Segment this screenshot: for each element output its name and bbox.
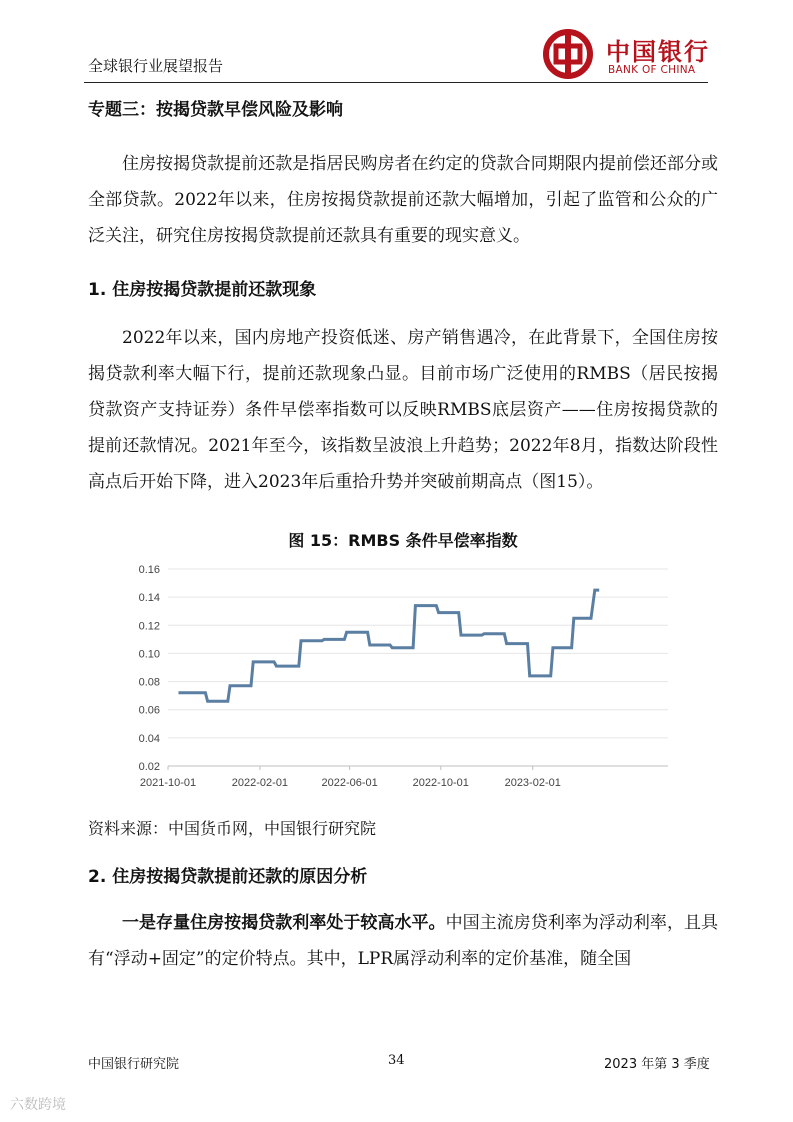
x-tick-label: 2021-10-01 <box>139 777 197 789</box>
bank-logo-en: BANK OF CHINA <box>608 64 696 76</box>
subsection-1-heading: 1. 住房按揭贷款提前还款现象 <box>88 280 317 300</box>
figure-title: 图 15：RMBS 条件早偿率指数 <box>288 531 518 550</box>
y-tick-label: 0.04 <box>138 732 160 745</box>
subsection-1-paragraph: 2022年以来，国内房地产投资低迷、房产销售遇冷，在此背景下，全国住房按揭贷款利率大幅下行，提前还款现象凸显。目前市场广泛使用的RMBS（居民按揭贷款资产支持证券）条件早偿率指数可以反映RMBS底层资产——住房按揭贷款的提前还款情况。2021年至今，该指数呈波浪上升趋势；2022年8月，指数达阶段性高点后开始下降，进入2023年后重拾升势并突破前期高点（图15）。 <box>88 328 718 492</box>
subsection-2-text: 中国主流房贷利率为浮动利率，且具有“浮动+固定”的定价特点。其中，LPR属浮动利率的定价基准，随全国 <box>88 913 719 969</box>
section-heading: 专题三：按揭贷款早偿风险及影响 <box>88 100 343 120</box>
footer-period: 2023 年第 3 季度 <box>604 1057 710 1072</box>
x-tick-label: 2022-02-01 <box>231 777 289 789</box>
watermark: 六数跨境 <box>10 1097 66 1113</box>
figure-source: 资料来源：中国货币网，中国银行研究院 <box>88 819 377 838</box>
page-number: 34 <box>388 1053 405 1068</box>
page-header <box>0 0 793 90</box>
y-tick-label: 0.06 <box>138 704 160 717</box>
y-tick-label: 0.08 <box>138 676 160 689</box>
y-tick-label: 0.16 <box>138 564 160 576</box>
y-tick-label: 0.14 <box>138 592 160 605</box>
bank-logo <box>540 28 715 80</box>
subsection-2-paragraph <box>88 905 718 977</box>
header-divider <box>84 82 708 83</box>
x-tick-label: 2022-06-01 <box>321 777 378 789</box>
bank-logo-cn: 中国银行 <box>606 37 710 66</box>
y-tick-label: 0.02 <box>138 761 160 773</box>
x-tick-label: 2022-10-01 <box>412 777 469 789</box>
page-content <box>88 96 718 977</box>
y-tick-label: 0.10 <box>138 648 160 661</box>
y-tick-label: 0.12 <box>138 620 160 633</box>
footer-org: 中国银行研究院 <box>88 1057 180 1072</box>
series-line <box>179 590 600 701</box>
bank-logo-emblem-icon <box>540 28 600 80</box>
intro-paragraph: 住房按揭贷款提前还款是指居民购房者在约定的贷款合同期限内提前偿还部分或全部贷款。2022年以来，住房按揭贷款提前还款大幅增加，引起了监管和公众的广泛关注，研究住房按揭贷款提前还款具有重要的现实意义。 <box>88 154 718 246</box>
subsection-2-lead: 一是存量住房按揭贷款利率处于较高水平。 <box>122 913 446 933</box>
x-tick-label: 2023-02-01 <box>504 777 561 789</box>
subsection-2-heading: 2. 住房按揭贷款提前还款的原因分析 <box>88 867 368 887</box>
report-title: 全球银行业展望报告 <box>88 57 224 75</box>
page-footer <box>0 1040 793 1080</box>
rmbs-prepayment-chart <box>88 559 688 799</box>
